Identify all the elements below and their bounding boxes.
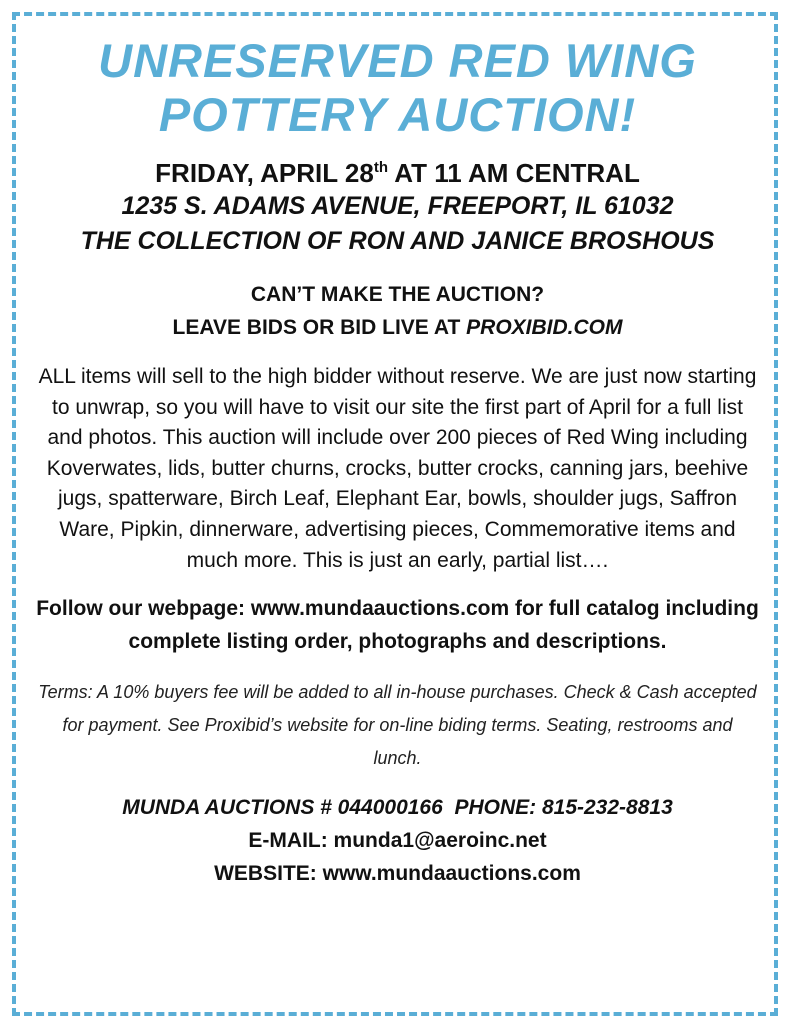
proxibid-link[interactable]: PROXIBID.COM <box>466 316 623 339</box>
date-text: FRIDAY, APRIL 28 <box>155 158 374 188</box>
event-date <box>20 158 775 188</box>
page-title <box>20 34 775 142</box>
description-paragraph: ALL items will sell to the high bidder without reserve. We are just now starting to unwrap, so you will have to visit our site the first part of April for a full list and photos. This auction will include over 200 pieces of Red Wing including Koverwates, lids, butter churns, crocks, butter crocks, canning jars, beehive jugs, spatterware, Birch Leaf, Elephant Ear, bowls, shoulder jugs, Saffron Ware, Pipkin, dinnerware, advertising pieces, Commemorative items and much more. This is just an early, partial list…. <box>38 365 757 572</box>
event-address: 1235 S. ADAMS AVENUE, FREEPORT, IL 61032 <box>121 192 674 220</box>
time-text: AT 11 AM CENTRAL <box>388 158 640 188</box>
terms-paragraph: Terms: A 10% buyers fee will be added to all in-house purchases. Check & Cash accepted for payment. See Proxibid’s website for on-line biding terms. Seating, restrooms and lunch. <box>38 682 757 769</box>
remote-bidding-notice <box>20 278 775 344</box>
title-line-2: POTTERY AUCTION! <box>158 88 637 141</box>
follow-paragraph: Follow our webpage: www.mundaauctions.com for full catalog including complete listing order, photographs and descriptions. <box>36 597 759 654</box>
flyer-content <box>20 34 775 890</box>
remote-line-2 <box>20 311 775 344</box>
remote-line-2-text: LEAVE BIDS OR BID LIVE AT <box>172 316 467 339</box>
contact-block <box>20 791 775 890</box>
title-line-1: UNRESERVED RED WING <box>98 34 697 87</box>
contact-email[interactable]: E-MAIL: munda1@aeroinc.net <box>248 829 547 853</box>
date-suffix: th <box>373 159 388 176</box>
contact-line-license-phone: MUNDA AUCTIONS # 044000166 PHONE: 815-232-8813 <box>122 796 673 820</box>
collection-name: THE COLLECTION OF RON AND JANICE BROSHOUS <box>80 227 715 255</box>
contact-website[interactable]: WEBSITE: www.mundaauctions.com <box>214 862 581 886</box>
remote-line-1: CAN’T MAKE THE AUCTION? <box>250 283 545 306</box>
